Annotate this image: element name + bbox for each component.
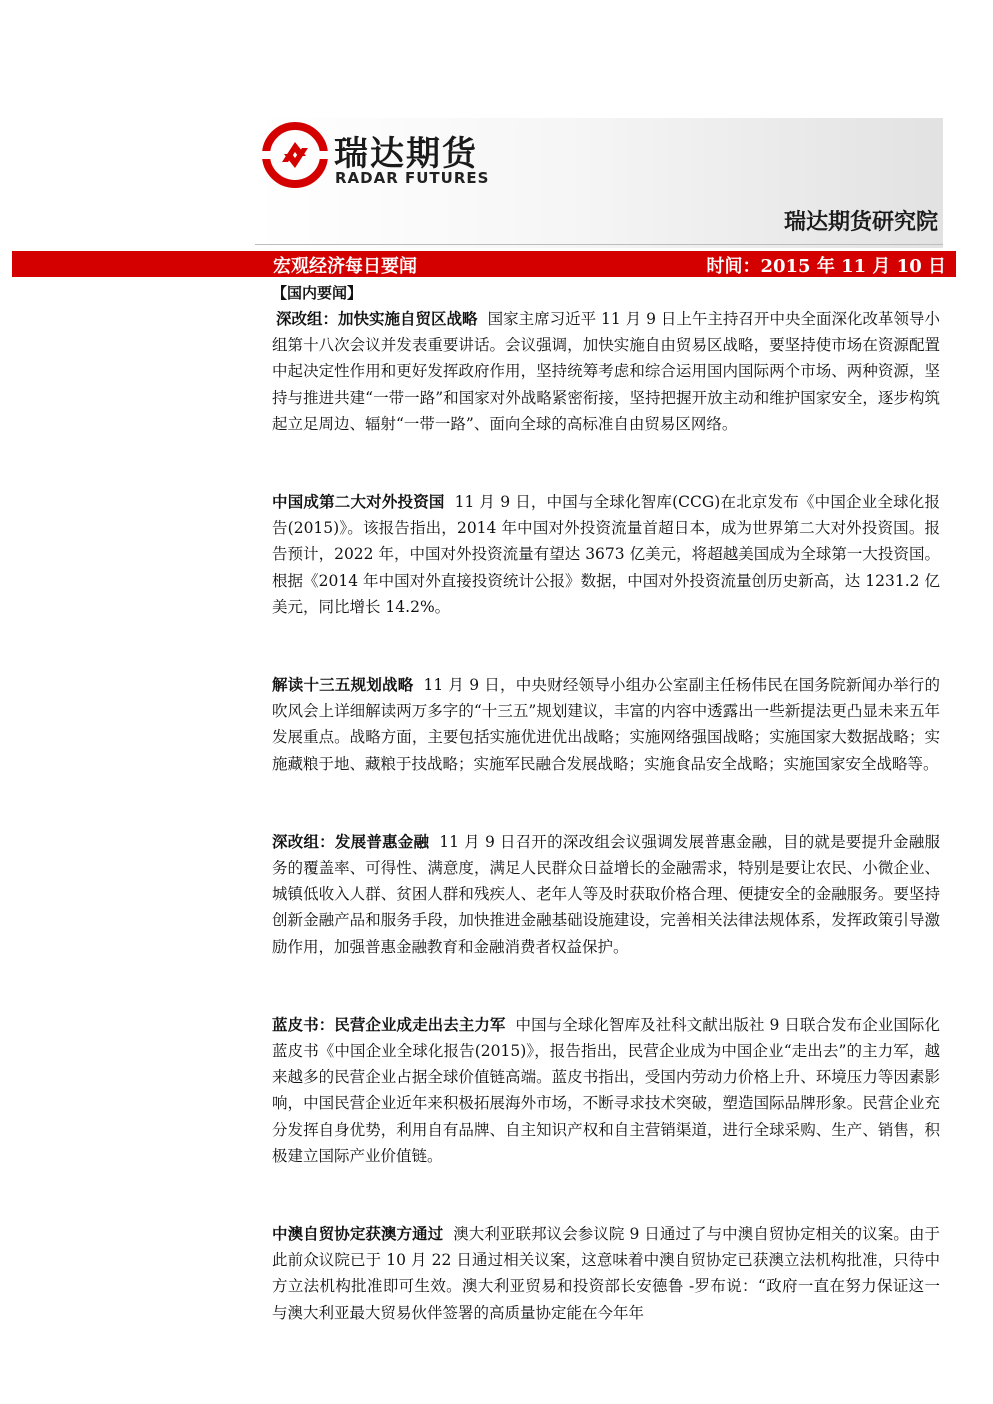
news-body: 澳大利亚联邦议会参议院 9 日通过了与中澳自贸协定相关的议案。由于此前众议院已于 10 月 22 日通过相关议案，这意味着中澳自贸协定已获澳立法机构批准，只待中方立法机构批准即可生效。澳大利亚贸易和投资部长安德鲁 -罗布说：“政府一直在努力保证这一与澳大利亚最大贸易伙伴签署的高质量协定能在今年年 [272, 1225, 940, 1322]
news-headline: 蓝皮书：民营企业成走出去主力军 [272, 1015, 506, 1034]
news-headline: 深改组：发展普惠金融 [272, 832, 430, 851]
news-headline: 中澳自贸协定获澳方通过 [272, 1225, 444, 1244]
news-headline: 中国成第二大对外投资国 [272, 493, 445, 512]
news-item [272, 1221, 940, 1326]
news-headline: 解读十三五规划战略 [272, 676, 414, 695]
news-body: 国家主席习近平 11 月 9 日上午主持召开中央全面深化改革领导小组第十八次会议并发表重要讲话。会议强调，加快实施自由贸易区战略，要坚持使市场在资源配置中起决定性作用和更好发挥政府作用，坚持统筹考虑和综合运用国内国际两个市场、两种资源，坚持与推进共建“一带一路”和国家对外战略紧密衔接，坚持把握开放主动和维护国家安全，逐步构筑起立足周边、辐射“一带一路”、面向全球的高标准自由贸易区网络。 [272, 310, 940, 433]
logo-chinese-name: 瑞达期货 [334, 134, 478, 174]
institute-name: 瑞达期货研究院 [783, 209, 938, 235]
news-item [272, 489, 940, 620]
news-headline: 深改组：加快实施自贸区战略 [276, 310, 478, 328]
radar-futures-logo-icon [262, 122, 328, 188]
news-item [272, 1012, 940, 1169]
report-date: 时间：2015 年 11 月 10 日 [706, 256, 946, 277]
company-logo [262, 122, 527, 188]
header-divider [255, 244, 943, 245]
news-content [272, 280, 940, 1378]
report-title-bar [12, 251, 956, 277]
report-title: 宏观经济每日要闻 [273, 256, 417, 277]
news-item [272, 829, 940, 960]
news-item [272, 306, 940, 437]
news-body: 11 月 9 日，中国与全球化智库(CCG)在北京发布《中国企业全球化报告(2015)》。该报告指出，2014 年中国对外投资流量首超日本，成为世界第二大对外投资国。报告预计，2022 年，中国对外投资流量有望达 3673 亿美元，将超越美国成为全球第一大投资国。根据《2014 年中国对外直接投资统计公报》数据，中国对外投资流量创历史新高，达 1231.2 亿美元，同比增长 14.2%。 [272, 493, 940, 616]
news-body: 11 月 9 日，中央财经领导小组办公室副主任杨伟民在国务院新闻办举行的吹风会上详细解读两万多字的“十三五”规划建议，丰富的内容中透露出一些新提法更凸显未来五年发展重点。战略方面，主要包括实施优进优出战略；实施网络强国战略；实施国家大数据战略；实施藏粮于地、藏粮于技战略；实施军民融合发展战略；实施食品安全战略；实施国家安全战略等。 [272, 676, 940, 773]
news-body: 中国与全球化智库及社科文献出版社 9 日联合发布企业国际化蓝皮书《中国企业全球化报告(2015)》，报告指出，民营企业成为中国企业“走出去”的主力军，越来越多的民营企业占据全球价值链高端。蓝皮书指出，受国内劳动力价格上升、环境压力等因素影响，中国民营企业近年来积极拓展海外市场，不断寻求技术突破，塑造国际品牌形象。民营企业充分发挥自身优势，利用自有品牌、自主知识产权和自主营销渠道，进行全球采购、生产、销售，积极建立国际产业价值链。 [272, 1015, 940, 1165]
logo-english-name: RADAR FUTURES [335, 169, 490, 187]
news-body: 11 月 9 日召开的深改组会议强调发展普惠金融，目的就是要提升金融服务的覆盖率、可得性、满意度，满足人民群众日益增长的金融需求，特别是要让农民、小微企业、城镇低收入人群、贫困人群和残疾人、老年人等及时获取价格合理、便捷安全的金融服务。要坚持创新金融产品和服务手段，加快推进金融基础设施建设，完善相关法律法规体系，发挥政策引导激励作用，加强普惠金融教育和金融消费者权益保护。 [272, 832, 940, 956]
news-item [272, 672, 940, 777]
section-heading: 【国内要闻】 [272, 284, 363, 302]
